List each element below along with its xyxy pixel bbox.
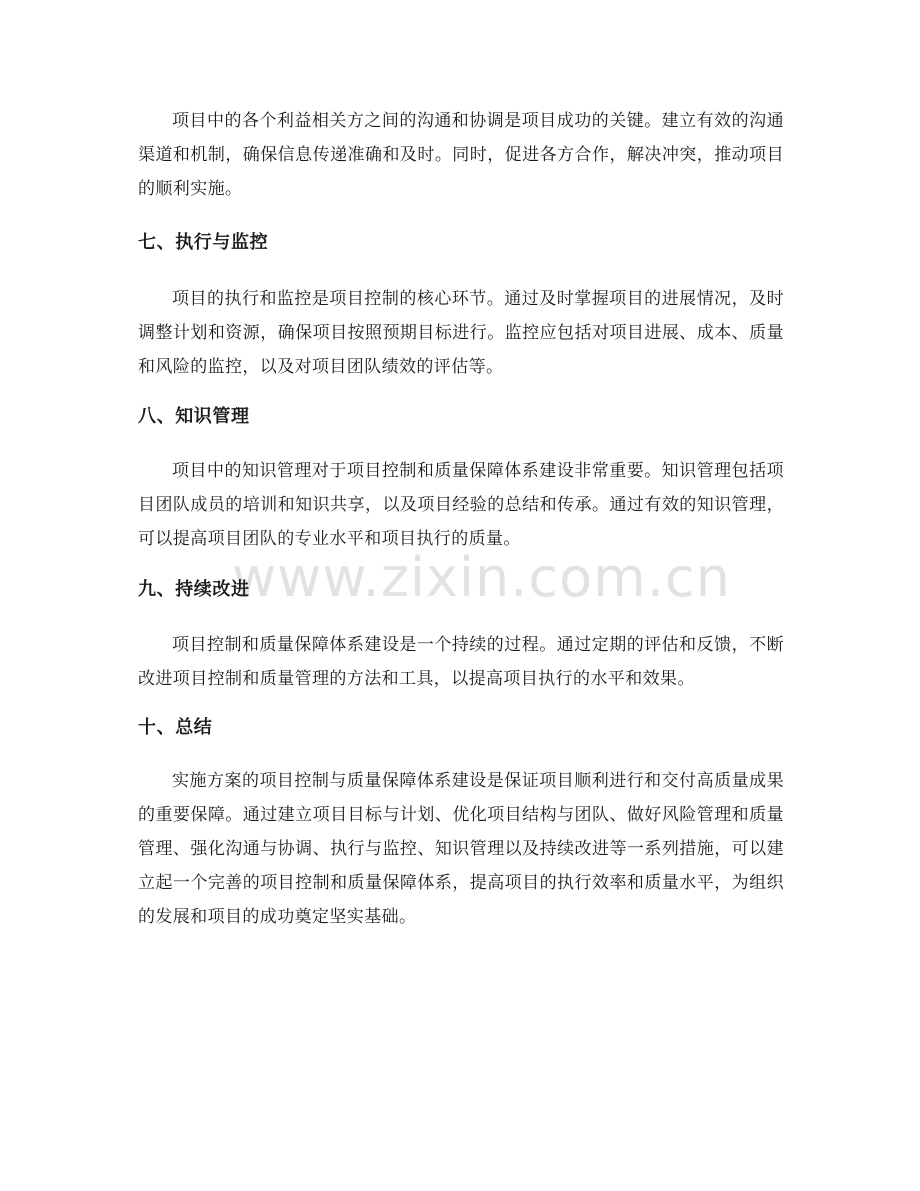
watermark: www.zixin.com.cn	[232, 546, 731, 609]
heading-continuous-improvement: 九、持续改进	[138, 579, 250, 600]
heading-knowledge-management: 八、知识管理	[138, 406, 250, 427]
paragraph-communication: 项目中的各个利益相关方之间的沟通和协调是项目成功的关键。建立有效的沟通渠道和机制，确保信息传递准确和及时。同时，促进各方合作，解决冲突，推动项目的顺利实施。	[138, 111, 784, 199]
heading-summary: 十、总结	[138, 717, 213, 738]
paragraph-continuous-improvement: 项目控制和质量保障体系建设是一个持续的过程。通过定期的评估和反馈，不断改进项目控制和质量管理的方法和工具，以提高项目执行的水平和效果。	[138, 635, 784, 689]
paragraph-knowledge-management: 项目中的知识管理对于项目控制和质量保障体系建设非常重要。知识管理包括项目团队成员的培训和知识共享，以及项目经验的总结和传承。通过有效的知识管理，可以提高项目团队的专业水平和项目执行的质量。	[138, 461, 784, 549]
paragraph-execution-monitoring: 项目的执行和监控是项目控制的核心环节。通过及时掌握项目的进展情况，及时调整计划和资源，确保项目按照预期目标进行。监控应包括对项目进展、成本、质量和风险的监控，以及对项目团队绩效的评估等。	[138, 289, 784, 377]
heading-execution-monitoring: 七、执行与监控	[138, 232, 269, 253]
paragraph-summary: 实施方案的项目控制与质量保障体系建设是保证项目顺利进行和交付高质量成果的重要保障。通过建立项目目标与计划、优化项目结构与团队、做好风险管理和质量管理、强化沟通与协调、执行与监控、知识管理以及持续改进等一系列措施，可以建立起一个完善的项目控制和质量保障体系，提高项目的执行效率和质量水平，为组织的发展和项目的成功奠定坚实基础。	[138, 771, 784, 927]
